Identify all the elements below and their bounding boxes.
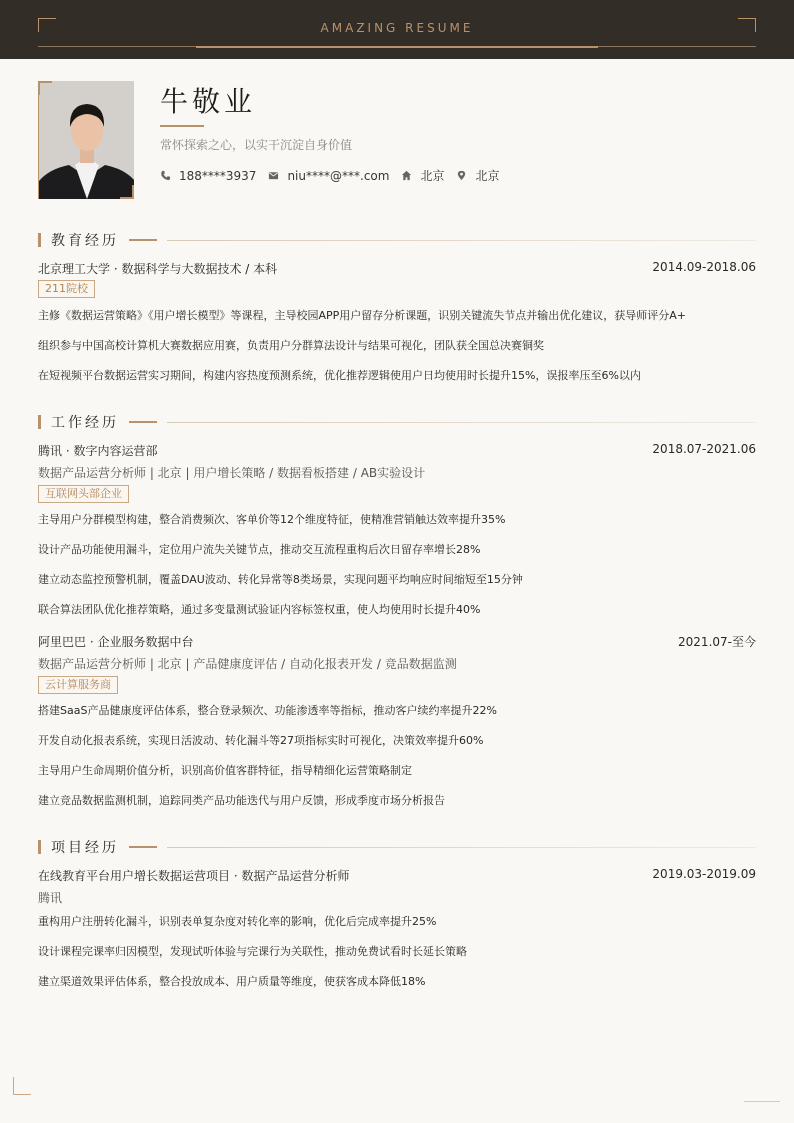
photo-corner-ornament — [120, 185, 134, 199]
job-bullet: 主导用户分群模型构建，整合消费频次、客单价等12个维度特征，使精准营销触达效率提升35% — [38, 513, 506, 526]
section-divider — [167, 847, 756, 848]
portrait-image — [39, 81, 134, 199]
company-name: 腾讯 · 数字内容运营部 — [38, 444, 158, 458]
section-divider — [167, 240, 756, 241]
photo-corner-ornament — [38, 81, 52, 95]
candidate-motto: 常怀探索之心，以实干沉淀自身价值 — [160, 138, 353, 152]
education-bullet: 在短视频平台数据运营实习期间，构建内容热度预测系统，优化推荐逻辑使用户日均使用时长提升15%，误报率压至6%以内 — [38, 369, 641, 382]
contact-email — [268, 169, 389, 183]
section-accent-line — [129, 846, 157, 848]
job-bullet: 设计产品功能使用漏斗，定位用户流失关键节点，推动交互流程重构后次日留存率增长28% — [38, 543, 481, 556]
job-entry — [38, 442, 756, 459]
education-bullet: 主修《数据运营策略》《用户增长模型》等课程，主导校园APP用户留存分析课题，识别关键流失节点并输出优化建议，获导师评分A+ — [38, 309, 687, 322]
school-name: 北京理工大学 · 数据科学与大数据技术 / 本科 — [38, 262, 278, 276]
section-header-projects — [38, 839, 756, 855]
project-entry — [38, 867, 756, 884]
project-bullet: 建立渠道效果评估体系，整合投放成本、用户质量等维度，使获客成本降低18% — [38, 975, 426, 988]
phone-icon — [160, 170, 171, 181]
section-marker — [38, 840, 41, 854]
school-tag: 211院校 — [38, 280, 95, 298]
contact-location — [456, 167, 499, 184]
contact-phone — [160, 169, 256, 183]
profile-photo — [38, 81, 134, 199]
section-marker — [38, 415, 41, 429]
section-title: 工作经历 — [51, 415, 119, 431]
section-title: 项目经历 — [51, 840, 119, 856]
job-bullet: 搭建SaaS产品健康度评估体系，整合登录频次、功能渗透率等指标，推动客户续约率提升22% — [38, 704, 497, 717]
candidate-name: 牛敬业 — [160, 85, 257, 118]
education-bullet: 组织参与中国高校计算机大赛数据应用赛，负责用户分群算法设计与结果可视化，团队获全国总决赛铜奖 — [38, 339, 544, 352]
section-title: 教育经历 — [51, 233, 119, 249]
project-date: 2019.03-2019.09 — [652, 867, 756, 881]
corner-ornament-bottom-right — [744, 1101, 780, 1102]
job-role: 数据产品运营分析师 | 北京 | 产品健康度评估 / 自动化报表开发 / 竞品数据监测 — [38, 657, 457, 671]
mail-icon — [268, 170, 279, 181]
location-pin-icon — [456, 170, 467, 181]
project-name: 在线教育平台用户增长数据运营项目 · 数据产品运营分析师 — [38, 869, 350, 883]
banner-title: AMAZING RESUME — [320, 21, 474, 35]
section-header-education — [38, 232, 756, 248]
corner-ornament-bottom-left — [13, 1077, 31, 1095]
home-icon — [401, 170, 412, 181]
job-date: 2021.07-至今 — [678, 635, 756, 649]
section-divider — [167, 422, 756, 423]
company-name: 阿里巴巴 · 企业服务数据中台 — [38, 635, 194, 649]
contact-hometown — [401, 167, 444, 184]
project-bullet: 设计课程完课率归因模型，发现试听体验与完课行为关联性，推动免费试看时长延长策略 — [38, 945, 467, 958]
email-text: niu****@***.com — [287, 168, 390, 183]
company-tag: 云计算服务商 — [38, 676, 118, 694]
contact-row — [160, 167, 511, 184]
section-header-work — [38, 414, 756, 430]
hometown-text: 北京 — [420, 169, 445, 183]
header-divider-accent — [196, 46, 598, 48]
job-bullet: 开发自动化报表系统，实现日活波动、转化漏斗等27项指标实时可视化，决策效率提升60% — [38, 734, 484, 747]
phone-text: 188****3937 — [179, 168, 257, 183]
section-accent-line — [129, 239, 157, 241]
education-date: 2014.09-2018.06 — [652, 260, 756, 274]
job-entry — [38, 633, 756, 650]
job-date: 2018.07-2021.06 — [652, 442, 756, 456]
location-text: 北京 — [475, 169, 500, 183]
name-underline — [160, 125, 204, 127]
section-accent-line — [129, 421, 157, 423]
job-role: 数据产品运营分析师 | 北京 | 用户增长策略 / 数据看板搭建 / AB实验设计 — [38, 466, 426, 480]
job-bullet: 联合算法团队优化推荐策略，通过多变量测试验证内容标签权重，使人均使用时长提升40% — [38, 603, 481, 616]
project-bullet: 重构用户注册转化漏斗，识别表单复杂度对转化率的影响，优化后完成率提升25% — [38, 915, 437, 928]
job-bullet: 建立动态监控预警机制，覆盖DAU波动、转化异常等8类场景，实现问题平均响应时间缩短至15分钟 — [38, 573, 523, 586]
project-org: 腾讯 — [38, 891, 63, 905]
job-bullet: 主导用户生命周期价值分析，识别高价值客群特征，指导精细化运营策略制定 — [38, 764, 412, 777]
job-bullet: 建立竞品数据监测机制，追踪同类产品功能迭代与用户反馈，形成季度市场分析报告 — [38, 794, 445, 807]
section-marker — [38, 233, 41, 247]
education-entry — [38, 260, 756, 277]
company-tag: 互联网头部企业 — [38, 485, 129, 503]
